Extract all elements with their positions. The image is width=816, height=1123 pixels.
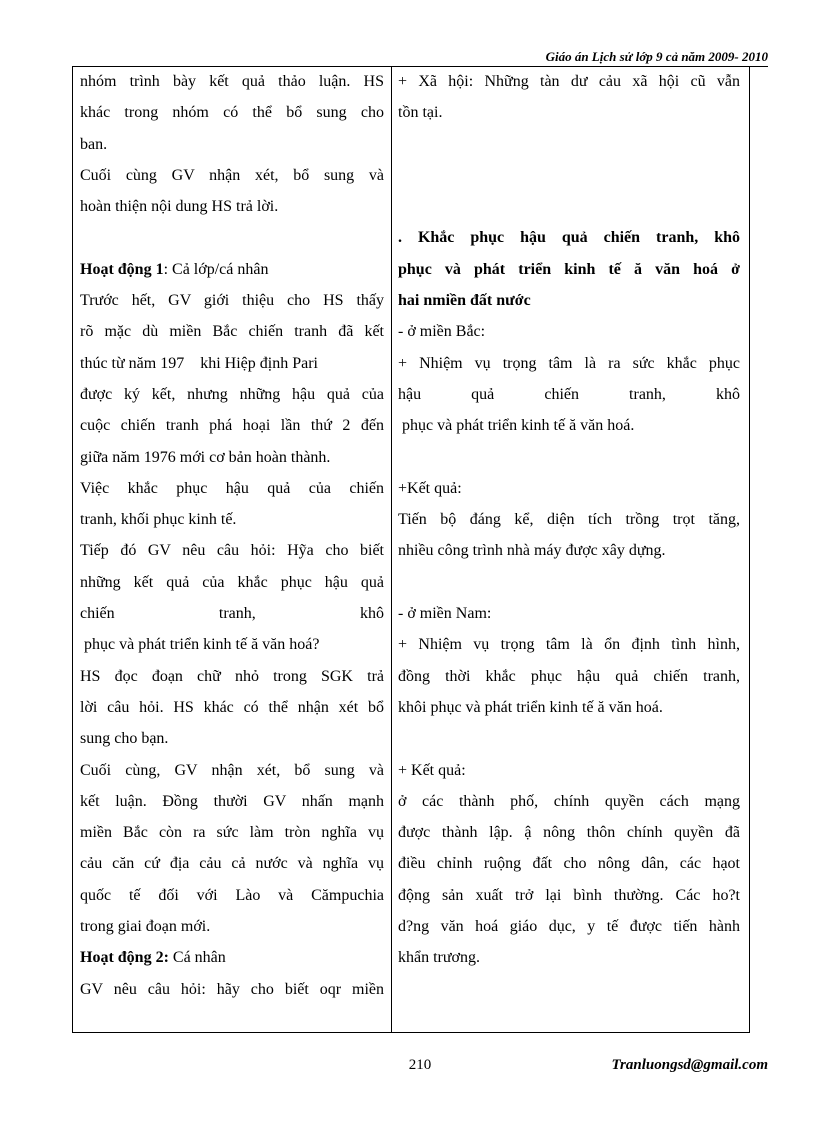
text-line: + Nhiệm vụ trọng tâm là ra sức khắc phục	[398, 354, 740, 372]
section-heading-line: hai nmiền đất nước	[398, 292, 531, 310]
text-line: Trước hết, GV giới thiệu cho HS thấy	[80, 292, 384, 310]
text-line: ở các thành phố, chính quyền cách mạng	[398, 792, 740, 810]
blank-line	[398, 160, 740, 191]
text-line: nhiều công trình nhà máy được xây dựng.	[398, 542, 666, 560]
activity1-heading	[80, 254, 384, 285]
text-line: điều chỉnh ruộng đất cho nông dân, các hạot	[398, 855, 740, 873]
activity2-heading	[80, 942, 384, 973]
blank-line	[398, 191, 740, 222]
text-line: Cuối cùng GV nhận xét, bổ sung và	[80, 166, 384, 184]
text-line: miền Bắc còn ra sức làm tròn nghĩa vụ	[80, 824, 384, 842]
text-line: Việc khắc phục hậu quả của chiến	[80, 479, 384, 497]
text-line: + Nhiệm vụ trọng tâm là ổn định tình hình,	[398, 636, 740, 654]
activity1-text: : Cả lớp/cá nhân	[163, 260, 269, 278]
text-line: khẩn trương.	[398, 949, 481, 967]
text-line: sung cho bạn.	[80, 730, 169, 748]
text-line: Tiếp đó GV nêu câu hỏi: Hỹa cho biết	[80, 542, 384, 560]
text-line: khác trong nhóm có thể bổ sung cho	[80, 104, 384, 122]
text-line: rõ mặc dù miền Bắc chiến tranh đã kết	[80, 323, 384, 341]
blank-line	[398, 567, 740, 598]
text-line: kết luận. Đồng thười GV nhấn mạnh	[80, 792, 384, 810]
text-line: - ở miền Bắc:	[398, 323, 486, 341]
activity2-label: Hoạt động 2:	[80, 949, 169, 967]
text-line: tranh, khối phục kinh tế.	[80, 511, 237, 529]
footer-email: Tranluongsd@gmail.com	[611, 1057, 768, 1073]
page-header	[72, 48, 768, 67]
text-line: động sản xuất trở lại bình thường. Các ho?t	[398, 886, 740, 904]
text-line: phục và phát triển kinh tế ă văn hoá.	[398, 417, 635, 435]
text-line: giữa năm 1976 mới cơ bản hoàn thành.	[80, 448, 331, 466]
text-line: + Xã hội: Những tàn dư cảu xã hội cũ vẫn	[398, 73, 740, 90]
text-line: Cuối cùng, GV nhận xét, bổ sung và	[80, 761, 384, 779]
lesson-table	[72, 66, 750, 1033]
text-line: Tiến bộ đáng kể, diện tích trồng trọt tăng,	[398, 511, 740, 529]
text-line: trong giai đoạn mới.	[80, 918, 211, 936]
text-line: thúc từ năm 197 khi Hiệp định Pari	[80, 354, 318, 372]
text-line: tồn tại.	[398, 104, 443, 122]
text-line: + Kết quả:	[398, 761, 466, 779]
blank-line	[80, 222, 384, 253]
text-line: GV nêu câu hỏi: hãy cho biết oqr miền	[80, 980, 384, 998]
text-line: d?ng văn hoá giáo dục, y tế được tiến hành	[398, 918, 740, 936]
header-title: Giáo án Lịch sử lớp 9 cả năm 2009- 2010	[545, 49, 768, 64]
text-line: được thành lập. ậ nông thôn chính quyền đã	[398, 824, 740, 842]
section-heading-line: . Khắc phục hậu quả chiến tranh, khô	[398, 229, 740, 247]
activity2-text: Cá nhân	[168, 949, 226, 967]
text-line: đồng thời khắc phục hậu quả chiến tranh,	[398, 667, 740, 685]
text-line: hoàn thiện nội dung HS trả lời.	[80, 198, 279, 216]
blank-line	[398, 723, 740, 754]
text-line: được ký kết, nhưng những hậu quả của	[80, 385, 384, 403]
text-line: +Kết quả:	[398, 479, 462, 497]
page-number: 210	[408, 1057, 432, 1073]
blank-line	[398, 129, 740, 160]
teacher-student-activities-column	[80, 66, 384, 1005]
activity1-label: Hoạt động 1	[80, 260, 164, 278]
text-line: nhóm trình bày kết quả thảo luận. HS	[80, 73, 384, 90]
text-line: HS đọc đoạn chữ nhỏ trong SGK trả	[80, 667, 384, 685]
content-column	[398, 66, 740, 974]
text-line: - ở miền Nam:	[398, 605, 492, 623]
text-line: phục và phát triển kinh tế ă văn hoá?	[80, 636, 320, 654]
text-line: quốc tế đối với Lào và Cămpuchia	[80, 886, 384, 904]
text-line: cảu căn cứ địa cảu cả nước và nghĩa vụ	[80, 855, 384, 873]
text-line: ban.	[80, 135, 108, 153]
text-line: cuộc chiến tranh phá hoại lần thứ 2 đến	[80, 417, 384, 435]
section-heading-line: phục và phát triển kinh tế ă văn hoá ở	[398, 260, 740, 278]
text-line: những kết quả của khắc phục hậu quả	[80, 573, 384, 591]
text-line: khôi phục và phát triển kinh tế ă văn hoá.	[398, 698, 663, 716]
text-line: lời câu hỏi. HS khác có thể nhận xét bổ	[80, 698, 384, 716]
blank-line	[398, 442, 740, 473]
text-line: hậu quả chiến tranh, khô	[398, 385, 740, 403]
text-line: chiến tranh, khô	[80, 605, 384, 623]
column-divider	[391, 66, 392, 1032]
